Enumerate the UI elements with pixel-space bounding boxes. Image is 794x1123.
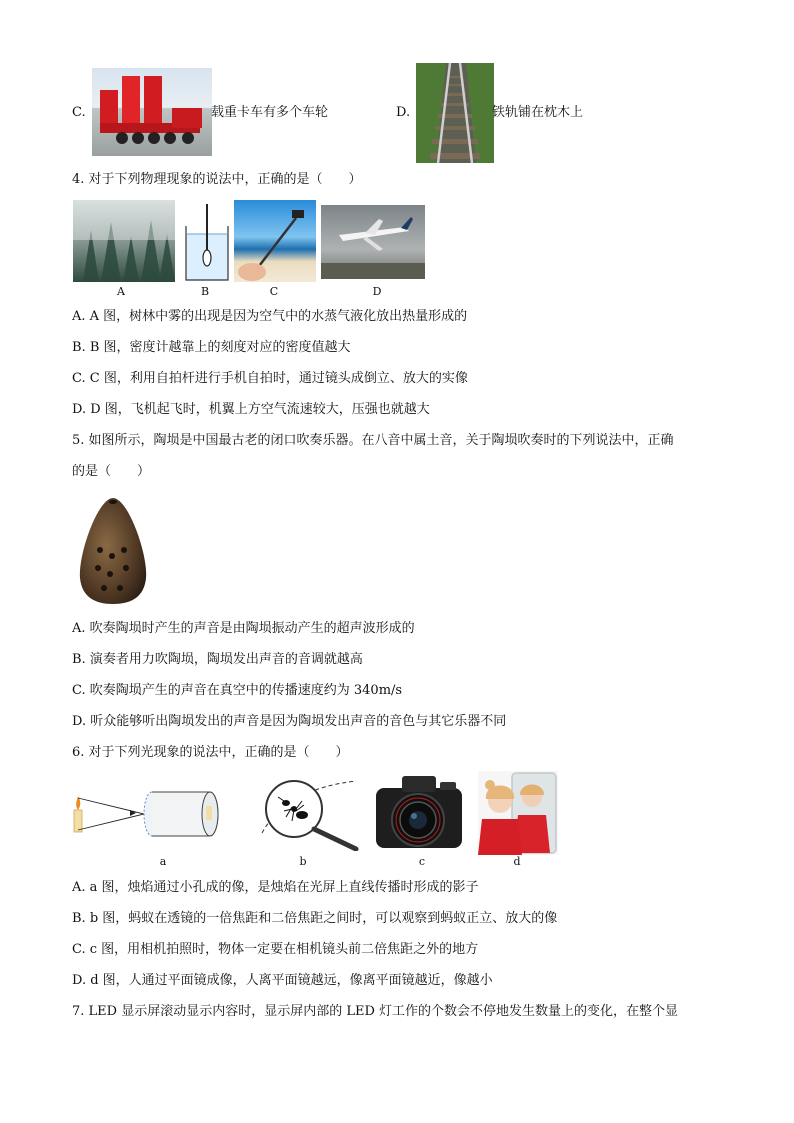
q3-option-c-letter: C. bbox=[72, 105, 86, 120]
q3-option-d-text: 铁轨铺在枕木上 bbox=[492, 105, 584, 120]
q6-camera-photo bbox=[374, 772, 464, 852]
q4-fog-forest-photo bbox=[73, 200, 175, 282]
q3-option-c-text: 载重卡车有多个车轮 bbox=[211, 105, 329, 120]
q5-option-b: B. 演奏者用力吹陶埙，陶埙发出声音的音调就越高 bbox=[72, 652, 363, 667]
xun-instrument-photo bbox=[76, 494, 150, 606]
q4-label-b: B bbox=[200, 285, 210, 298]
q6-option-d: D. d 图，人通过平面镜成像，人离平面镜越远，像离平面镜越近，像越小 bbox=[72, 973, 493, 988]
q4-selfie-stick-photo bbox=[234, 200, 316, 282]
q6-label-c: c bbox=[418, 855, 426, 868]
q4-stem: 4. 对于下列物理现象的说法中，正确的是（ ） bbox=[72, 172, 362, 187]
q4-option-c: C. C 图，利用自拍杆进行手机自拍时，通过镜头成倒立、放大的实像 bbox=[72, 371, 468, 386]
q5-option-d: D. 听众能够听出陶埙发出的声音是因为陶埙发出声音的音色与其它乐器不同 bbox=[72, 714, 507, 729]
q4-option-a: A. A 图，树林中雾的出现是因为空气中的水蒸气液化放出热量形成的 bbox=[72, 309, 468, 324]
q6-mirror-girl-photo bbox=[478, 771, 558, 855]
q5-option-a: A. 吹奏陶埙时产生的声音是由陶埙振动产生的超声波形成的 bbox=[72, 621, 415, 636]
q6-option-b: B. b 图，蚂蚁在透镜的一倍焦距和二倍焦距之间时，可以观察到蚂蚁正立、放大的像 bbox=[72, 911, 558, 926]
q4-option-b: B. B 图，密度计越靠上的刻度对应的密度值越大 bbox=[72, 340, 351, 355]
q4-label-d: D bbox=[372, 285, 382, 298]
truck-photo bbox=[92, 68, 212, 156]
q6-label-b: b bbox=[299, 855, 307, 868]
q5-option-c: C. 吹奏陶埙产生的声音在真空中的传播速度约为 340m/s bbox=[72, 683, 403, 698]
q6-label-a: a bbox=[159, 855, 167, 868]
q3-option-d-letter: D. bbox=[396, 105, 411, 120]
railway-photo bbox=[416, 63, 494, 163]
q4-hydrometer-diagram bbox=[184, 200, 230, 282]
q7-stem: 7. LED 显示屏滚动显示内容时，显示屏内部的 LED 灯工作的个数会不停地发生数量上的变化，在整个显 bbox=[72, 1004, 679, 1019]
q4-airplane-photo bbox=[321, 205, 425, 279]
q4-label-a: A bbox=[117, 285, 125, 298]
q6-magnifier-ant-diagram bbox=[256, 775, 360, 851]
q4-option-d: D. D 图，飞机起飞时，机翼上方空气流速较大，压强也就越大 bbox=[72, 402, 430, 417]
q6-option-a: A. a 图，烛焰通过小孔成的像，是烛焰在光屏上直线传播时形成的影子 bbox=[72, 880, 479, 895]
q6-pinhole-camera-diagram bbox=[70, 786, 224, 842]
q5-stem-line2: 的是（ ） bbox=[72, 464, 151, 479]
q5-stem-line1: 5. 如图所示，陶埙是中国最古老的闭口吹奏乐器。在八音中属土音，关于陶埙吹奏时的下列说法中，正确 bbox=[72, 433, 674, 448]
q6-option-c: C. c 图，用相机拍照时，物体一定要在相机镜头前二倍焦距之外的地方 bbox=[72, 942, 479, 957]
q4-label-c: C bbox=[269, 285, 279, 298]
q6-stem: 6. 对于下列光现象的说法中，正确的是（ ） bbox=[72, 745, 349, 760]
q6-label-d: d bbox=[513, 855, 521, 868]
